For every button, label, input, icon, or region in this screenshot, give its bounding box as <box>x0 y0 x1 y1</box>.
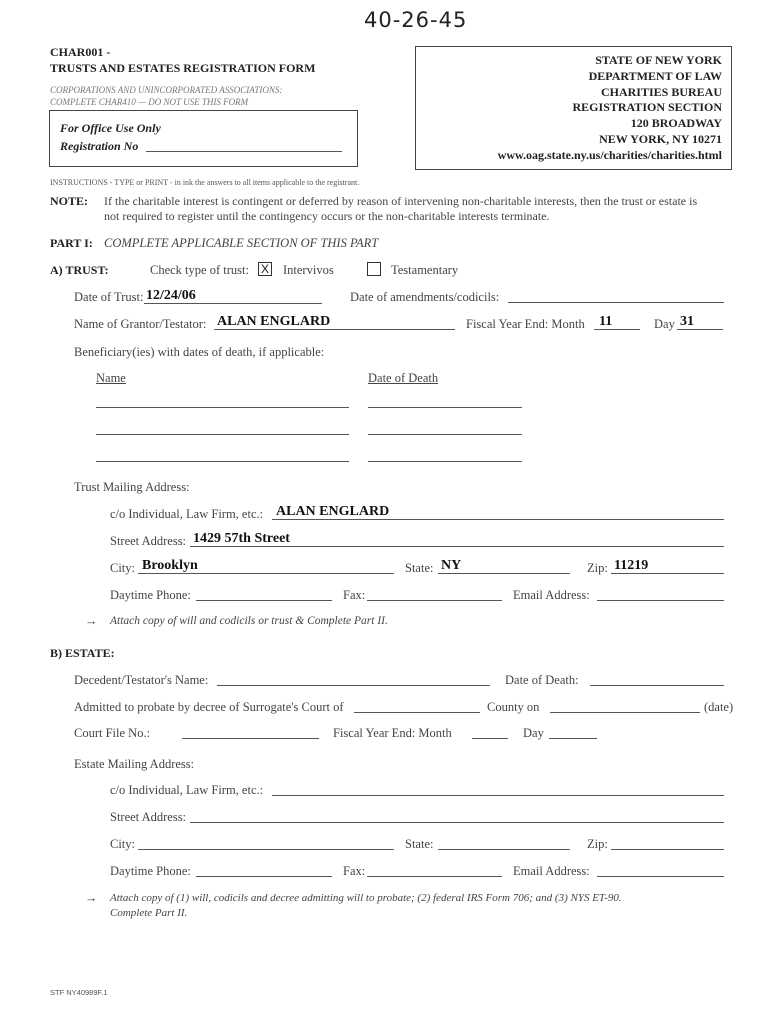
office-use-label: For Office Use Only <box>60 121 161 135</box>
registration-no-label: Registration No <box>60 139 139 153</box>
admitted-label: Admitted to probate by decree of Surrogate's Court of <box>74 700 344 714</box>
beneficiary-name-field-3[interactable] <box>96 461 349 462</box>
estate-city-field[interactable] <box>138 849 394 850</box>
trust-zip-label: Zip: <box>587 561 608 575</box>
testamentary-checkbox[interactable] <box>367 262 381 276</box>
form-footer-code: STF NY40989F.1 <box>50 988 108 997</box>
beneficiary-dod-field-1[interactable] <box>368 407 522 408</box>
beneficiary-label: Beneficiary(ies) with dates of death, if applicable: <box>74 345 325 359</box>
trust-phone-field[interactable] <box>196 600 332 601</box>
trust-fy-month-value[interactable]: 11 <box>599 314 613 329</box>
estate-arrow-icon: → <box>85 891 98 905</box>
amendments-label: Date of amendments/codicils: <box>350 290 500 304</box>
trust-co-field <box>272 519 724 520</box>
estate-zip-field[interactable] <box>611 849 724 850</box>
beneficiary-dod-header: Date of Death <box>368 371 439 385</box>
estate-dod-field[interactable] <box>590 685 724 686</box>
part-1-label: PART I: <box>50 236 93 250</box>
estate-street-field[interactable] <box>190 822 724 823</box>
trust-fax-label: Fax: <box>343 588 366 602</box>
trust-fax-field[interactable] <box>367 600 502 601</box>
grantor-value[interactable]: ALAN ENGLARD <box>217 314 331 329</box>
estate-attach-note-2: Complete Part II. <box>110 907 188 919</box>
trust-zip-value[interactable]: 11219 <box>614 558 649 573</box>
beneficiary-dod-field-2[interactable] <box>368 434 522 435</box>
beneficiary-name-header: Name <box>96 371 126 385</box>
estate-state-field[interactable] <box>438 849 570 850</box>
estate-zip-label: Zip: <box>587 837 608 851</box>
trust-state-field <box>438 573 570 574</box>
agency-line: 120 BROADWAY <box>630 116 722 131</box>
agency-line: DEPARTMENT OF LAW <box>588 68 722 83</box>
trust-email-label: Email Address: <box>513 588 590 602</box>
testamentary-label: Testamentary <box>391 263 459 277</box>
grantor-label: Name of Grantor/Testator: <box>74 317 207 331</box>
trust-fy-month-label: Fiscal Year End: Month <box>466 317 585 331</box>
beneficiary-name-field-1[interactable] <box>96 407 349 408</box>
estate-fy-day-field[interactable] <box>549 738 597 739</box>
trust-city-label: City: <box>110 561 136 575</box>
estate-dod-label: Date of Death: <box>505 673 579 687</box>
intervivos-label: Intervivos <box>283 263 334 277</box>
trust-mailing-label: Trust Mailing Address: <box>74 480 190 494</box>
court-file-field[interactable] <box>182 738 319 739</box>
agency-line: CHARITIES BUREAU <box>600 84 722 99</box>
agency-line: STATE OF NEW YORK <box>595 53 722 67</box>
estate-co-field[interactable] <box>272 795 724 796</box>
trust-fy-day-field <box>677 329 723 330</box>
estate-email-label: Email Address: <box>513 864 590 878</box>
decedent-field[interactable] <box>217 685 490 686</box>
probate-date-field[interactable] <box>550 712 700 713</box>
trust-arrow-icon: → <box>85 614 98 628</box>
handwritten-file-number: 40-26-45 <box>364 8 468 32</box>
intervivos-checkbox[interactable]: X <box>258 262 272 276</box>
county-on-label: County on <box>487 700 540 714</box>
beneficiary-name-field-2[interactable] <box>96 434 349 435</box>
amendments-field[interactable] <box>508 302 724 303</box>
instructions: INSTRUCTIONS - TYPE or PRINT - in ink the answers to all items applicable to the registrant. <box>50 178 360 187</box>
decedent-label: Decedent/Testator's Name: <box>74 673 209 687</box>
estate-fax-field[interactable] <box>367 876 502 877</box>
registration-no-field[interactable] <box>146 151 342 152</box>
form-code: CHAR001 - <box>50 45 111 59</box>
trust-email-field[interactable] <box>597 600 724 601</box>
court-file-label: Court File No.: <box>74 726 151 740</box>
trust-street-field <box>190 546 724 547</box>
part-1-text: COMPLETE APPLICABLE SECTION OF THIS PART <box>104 236 379 250</box>
agency-line: NEW YORK, NY 10271 <box>599 131 722 146</box>
agency-address <box>498 53 722 164</box>
trust-fy-month-field <box>594 329 640 330</box>
trust-fy-day-label: Day <box>654 317 675 331</box>
trust-co-label: c/o Individual, Law Firm, etc.: <box>110 507 264 521</box>
date-paren-label: (date) <box>704 700 734 714</box>
beneficiary-dod-field-3[interactable] <box>368 461 522 462</box>
trust-heading: A) TRUST: <box>50 263 109 277</box>
form-subtitle-1: CORPORATIONS AND UNINCORPORATED ASSOCIATIONS: <box>50 85 283 95</box>
note-label: NOTE: <box>50 194 89 208</box>
trust-state-label: State: <box>405 561 434 575</box>
estate-state-label: State: <box>405 837 434 851</box>
form-title: TRUSTS AND ESTATES REGISTRATION FORM <box>50 61 316 75</box>
trust-co-value[interactable]: ALAN ENGLARD <box>276 504 390 519</box>
trust-street-label: Street Address: <box>110 534 187 548</box>
grantor-field <box>214 329 455 330</box>
agency-website[interactable]: www.oag.state.ny.us/charities/charities.html <box>497 147 722 162</box>
note-line-2: not required to register until the contingency occurs or the non-charitable interests terminate. <box>104 209 550 223</box>
estate-fy-month-field[interactable] <box>472 738 508 739</box>
estate-phone-field[interactable] <box>196 876 332 877</box>
agency-line: REGISTRATION SECTION <box>572 100 722 115</box>
trust-fy-day-value[interactable]: 31 <box>680 314 694 329</box>
trust-street-value[interactable]: 1429 57th Street <box>193 531 290 546</box>
estate-street-label: Street Address: <box>110 810 187 824</box>
estate-mailing-label: Estate Mailing Address: <box>74 757 195 771</box>
date-of-trust-value[interactable]: 12/24/06 <box>146 288 196 303</box>
date-of-trust-label: Date of Trust: <box>74 290 144 304</box>
estate-phone-label: Daytime Phone: <box>110 864 191 878</box>
trust-city-value[interactable]: Brooklyn <box>142 558 198 573</box>
estate-heading: B) ESTATE: <box>50 646 115 660</box>
trust-attach-note: Attach copy of will and codicils or trust & Complete Part II. <box>110 615 388 627</box>
estate-co-label: c/o Individual, Law Firm, etc.: <box>110 783 264 797</box>
date-of-trust-field <box>144 303 322 304</box>
trust-phone-label: Daytime Phone: <box>110 588 191 602</box>
estate-fy-month-label: Fiscal Year End: Month <box>333 726 452 740</box>
trust-city-field <box>138 573 394 574</box>
trust-state-value[interactable]: NY <box>441 558 462 573</box>
note-line-1: If the charitable interest is contingent or deferred by reason of intervening non-charitable interests, then the trust or estate is <box>104 194 698 208</box>
estate-fy-day-label: Day <box>523 726 544 740</box>
trust-zip-field <box>611 573 724 574</box>
estate-city-label: City: <box>110 837 136 851</box>
estate-attach-note-1: Attach copy of (1) will, codicils and decree admitting will to probate; (2) federal IRS Form 706; and (3) NYS ET-90. <box>110 892 622 904</box>
form-subtitle-2: COMPLETE CHAR410 — DO NOT USE THIS FORM <box>50 97 249 107</box>
estate-email-field[interactable] <box>597 876 724 877</box>
trust-type-label: Check type of trust: <box>150 263 249 277</box>
estate-fax-label: Fax: <box>343 864 366 878</box>
surrogate-court-field[interactable] <box>354 712 480 713</box>
